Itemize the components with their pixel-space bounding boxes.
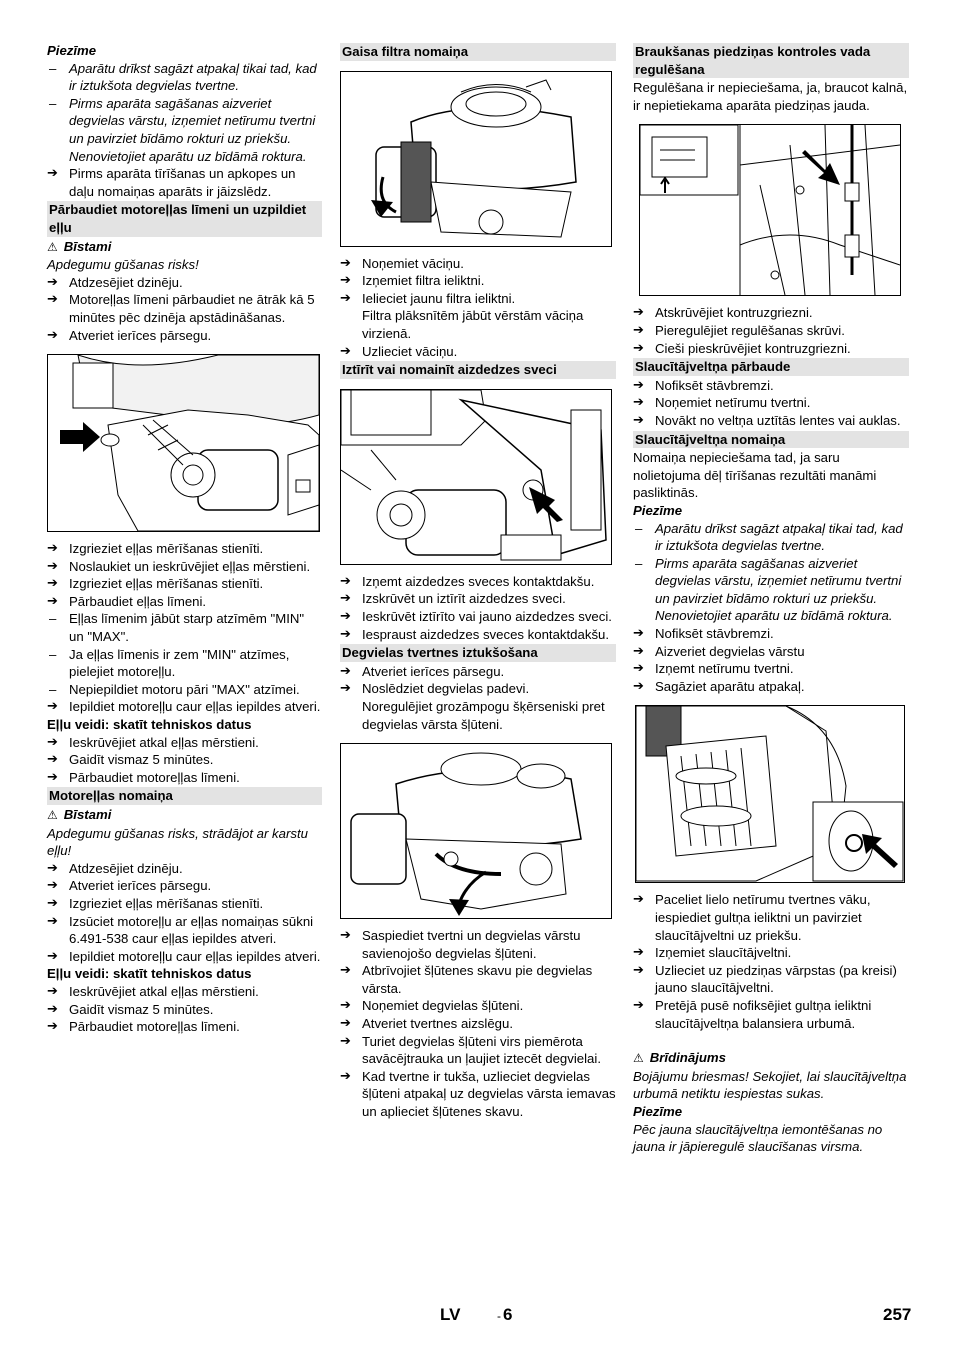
step: ➔ Noslaukiet un ieskrūvējiet eļļas mērstieni. xyxy=(47,558,322,576)
step: ➔ Gaidīt vismaz 5 minūtes. xyxy=(47,1001,322,1019)
step: ➔ Iepildiet motoreļļu caur eļļas iepildes atveri. xyxy=(47,698,322,716)
step: ➔ Noņemiet netīrumu tvertni. xyxy=(633,394,909,412)
step: ➔ Izskrūvēt un iztīrīt aizdedzes sveci. xyxy=(340,590,616,608)
step: ➔ Noņemiet vāciņu. xyxy=(340,255,616,273)
step: ➔ Pārbaudiet motoreļļas līmeni. xyxy=(47,769,322,787)
note-item: – Aparātu drīkst sagāzt atpakaļ tikai tad, kad ir iztukšota degvielas tvertne. xyxy=(47,60,322,95)
step: ➔ Atbrīvojiet šļūtenes skavu pie degvielas vārsta. xyxy=(340,962,616,997)
step: ➔ Pieregulējiet regulēšanas skrūvi. xyxy=(633,322,909,340)
step: ➔ Izņemt netīrumu tvertni. xyxy=(633,660,909,678)
list-item: – Ja eļļas līmenis ir zem "MIN" atzīmes, pielejiet motoreļļu. xyxy=(47,646,322,681)
step: ➔ Atveriet tvertnes aizslēgu. xyxy=(340,1015,616,1033)
step: ➔ Aizveriet degvielas vārstu xyxy=(633,643,909,661)
section-heading-air-filter: Gaisa filtra nomaiņa xyxy=(340,43,616,61)
column-1 xyxy=(47,42,322,1036)
page-number: 257 xyxy=(883,1305,912,1324)
step: ➔ Kad tvertne ir tukša, uzlieciet degvielas šļūteni atpakaļ uz degvielas vārsta iemavas un aplieciet šļūtenes skavu. xyxy=(340,1068,616,1121)
oil-types-label: Eļļu veidi: skatīt tehniskos datus xyxy=(47,717,252,733)
step: ➔ Uzlieciet vāciņu. xyxy=(340,343,616,361)
note-item: – Pirms aparāta sagāšanas aizveriet degvielas vārstu, izņemiet netīrumu tvertni un pavirziet bīdāmo rokturi uz priekšu. Nenovietojiet aparātu uz bīdāmā roktura. xyxy=(633,555,909,625)
note-title: Piezīme xyxy=(633,1103,683,1119)
warning-text: Bojājumu briesmas! Sekojiet, lai slaucītājveltņa urbumā netiktu iespiestas sukas. xyxy=(633,1068,907,1102)
list-item: – Nepiepildiet motoru pāri "MAX" atzīmei. xyxy=(47,681,322,699)
note-title: Piezīme xyxy=(47,43,97,58)
step-note: Filtra plāksnītēm jābūt vērstām vāciņa virzienā. xyxy=(362,308,584,341)
danger-text: Apdegumu gūšanas risks, strādājot ar karstu eļļu! xyxy=(47,825,308,859)
step: ➔ Pretējā pusē nofiksējiet gultņa ieliktni slaucītājveltņa balansiera urbumā. xyxy=(633,997,909,1032)
step: ➔ Motoreļļas līmeni pārbaudiet ne ātrāk kā 5 minūtes pēc dzinēja apstādināšanas. xyxy=(47,291,322,326)
paragraph: Nomaiņa nepieciešama tad, ja saru nolietojuma dēļ tīrīšanas rezultāti manāmi pasliktinās. xyxy=(633,450,877,501)
danger-title: ⚠ Bīstami xyxy=(47,238,112,254)
step: ➔ Iepildiet motoreļļu caur eļļas iepildes atveri. xyxy=(47,948,322,966)
step: ➔ Atskrūvējiet kontruzgriezni. xyxy=(633,304,909,322)
step: ➔ Atdzesējiet dzinēju. xyxy=(47,274,322,292)
step: ➔ Nofiksēt stāvbremzi. xyxy=(633,625,909,643)
step: ➔ Izgrieziet eļļas mērīšanas stienīti. xyxy=(47,895,322,913)
footer-section: - 6 xyxy=(497,1305,513,1324)
footer-language: LV xyxy=(440,1305,461,1324)
step: ➔ Izņemt aizdedzes sveces kontaktdakšu. xyxy=(340,573,616,591)
figure-drive-cable xyxy=(639,124,901,296)
danger-text: Apdegumu gūšanas risks! xyxy=(47,257,199,273)
warning-triangle-icon: ⚠ xyxy=(47,808,58,822)
column-3 xyxy=(633,42,909,1156)
step: ➔ Izņemiet filtra ieliktni. xyxy=(340,272,616,290)
step: ➔ Ieskrūvēt iztīrīto vai jauno aizdedzes sveci. xyxy=(340,608,616,626)
warning-triangle-icon: ⚠ xyxy=(633,1051,644,1066)
step: ➔ Atveriet ierīces pārsegu. xyxy=(47,877,322,895)
note-item: – Aparātu drīkst sagāzt atpakaļ tikai tad, kad ir iztukšota degvielas tvertne. xyxy=(633,520,909,555)
step: ➔ Paceliet lielo netīrumu tvertnes vāku, iespiediet gultņa ieliktni un pavirziet slaucītājveltni uz priekšu. xyxy=(633,891,909,944)
step: ➔ Izgrieziet eļļas mērīšanas stienīti. xyxy=(47,540,322,558)
step: ➔ Cieši pieskrūvējiet kontruzgriezni. xyxy=(633,340,909,358)
step: ➔ Turiet degvielas šļūteni virs piemērota savācējtrauka un ļaujiet iztecēt degvielai. xyxy=(340,1033,616,1068)
note-title: Piezīme xyxy=(633,502,683,518)
step: ➔ Ielieciet jaunu filtra ieliktni. xyxy=(340,290,616,308)
step-note: Noregulējiet grozāmpogu šķērseniski pret degvielas vārsta šļūteni. xyxy=(362,698,605,732)
step: ➔ Noslēdziet degvielas padevi. xyxy=(340,680,616,698)
figure-air-filter xyxy=(340,71,612,247)
section-heading-oil-change: Motoreļļas nomaiņa xyxy=(47,787,322,805)
step: ➔ Sagāziet aparātu atpakaļ. xyxy=(633,678,909,696)
danger-title: ⚠ Bīstami xyxy=(47,807,112,822)
figure-oil-dipstick xyxy=(47,354,320,532)
oil-types-label: Eļļu veidi: skatīt tehniskos datus xyxy=(47,966,252,982)
column-2 xyxy=(340,42,616,1121)
section-heading-oil-check: Pārbaudiet motoreļļas līmeni un uzpildiet eļļu xyxy=(47,201,322,236)
step: ➔ Noņemiet degvielas šļūteni. xyxy=(340,997,616,1015)
step: ➔ Atveriet ierīces pārsegu. xyxy=(340,663,616,681)
list-item: – Eļļas līmenim jābūt starp atzīmēm "MIN" un "MAX". xyxy=(47,610,322,645)
step: ➔ Izgrieziet eļļas mērīšanas stienīti. xyxy=(47,575,322,593)
step: ➔ Iespraust aizdedzes sveces kontaktdakšu. xyxy=(340,626,616,644)
paragraph: Regulēšana ir nepieciešama, ja, braucot kalnā, ir nepietiekama aparāta piedziņas jauda. xyxy=(633,80,908,113)
step: ➔ Saspiediet tvertni un degvielas vārstu savienojošo degvielas šļūteni. xyxy=(340,927,616,962)
step: ➔ Pirms aparāta tīrīšanas un apkopes un daļu nomaiņas aparāts ir jāizslēdz. xyxy=(47,165,322,200)
step: ➔ Atveriet ierīces pārsegu. xyxy=(47,327,322,345)
step: ➔ Novākt no veltņa uztītās lentes vai auklas. xyxy=(633,412,909,430)
step: ➔ Izņemiet slaucītājveltni. xyxy=(633,944,909,962)
section-heading-sweep-change: Slaucītājveltņa nomaiņa xyxy=(633,431,909,449)
warning-title: ⚠ Brīdinājums xyxy=(633,1050,726,1066)
warning-triangle-icon: ⚠ xyxy=(47,239,58,254)
section-heading-sweep-check: Slaucītājveltņa pārbaude xyxy=(633,358,909,376)
figure-fuel-hose xyxy=(340,743,612,919)
section-heading-drive-cable: Braukšanas piedziņas kontroles vada regulēšana xyxy=(633,43,909,78)
section-heading-fuel-tank: Degvielas tvertnes iztukšošana xyxy=(340,644,616,662)
section-heading-spark-plug: Iztīrīt vai nomainīt aizdedzes sveci xyxy=(340,361,616,379)
step: ➔ Gaidīt vismaz 5 minūtes. xyxy=(47,751,322,769)
figure-spark-plug xyxy=(340,389,612,565)
step: ➔ Pārbaudiet eļļas līmeni. xyxy=(47,593,322,611)
step: ➔ Uzlieciet uz piedziņas vārpstas (pa kreisi) jauno slaucītājveltni. xyxy=(633,962,909,997)
figure-sweep-roller xyxy=(635,705,905,883)
step: ➔ Ieskrūvējiet atkal eļļas mērstieni. xyxy=(47,983,322,1001)
step: ➔ Izsūciet motoreļļu ar eļļas nomaiņas sūkni 6.491-538 caur eļļas iepildes atveri. xyxy=(47,913,322,948)
step: ➔ Atdzesējiet dzinēju. xyxy=(47,860,322,878)
note-text: Pēc jauna slaucītājveltņa iemontēšanas no jauna ir jāpieregulē slaucīšanas virsma. xyxy=(633,1121,883,1155)
step: ➔ Nofiksēt stāvbremzi. xyxy=(633,377,909,395)
step: ➔ Ieskrūvējiet atkal eļļas mērstieni. xyxy=(47,734,322,752)
note-item: – Pirms aparāta sagāšanas aizveriet degvielas vārstu, izņemiet netīrumu tvertni un pavirziet bīdāmo rokturi uz priekšu. Nenovietojiet aparātu uz bīdāmā roktura. xyxy=(47,95,322,165)
step: ➔ Pārbaudiet motoreļļas līmeni. xyxy=(47,1018,322,1036)
